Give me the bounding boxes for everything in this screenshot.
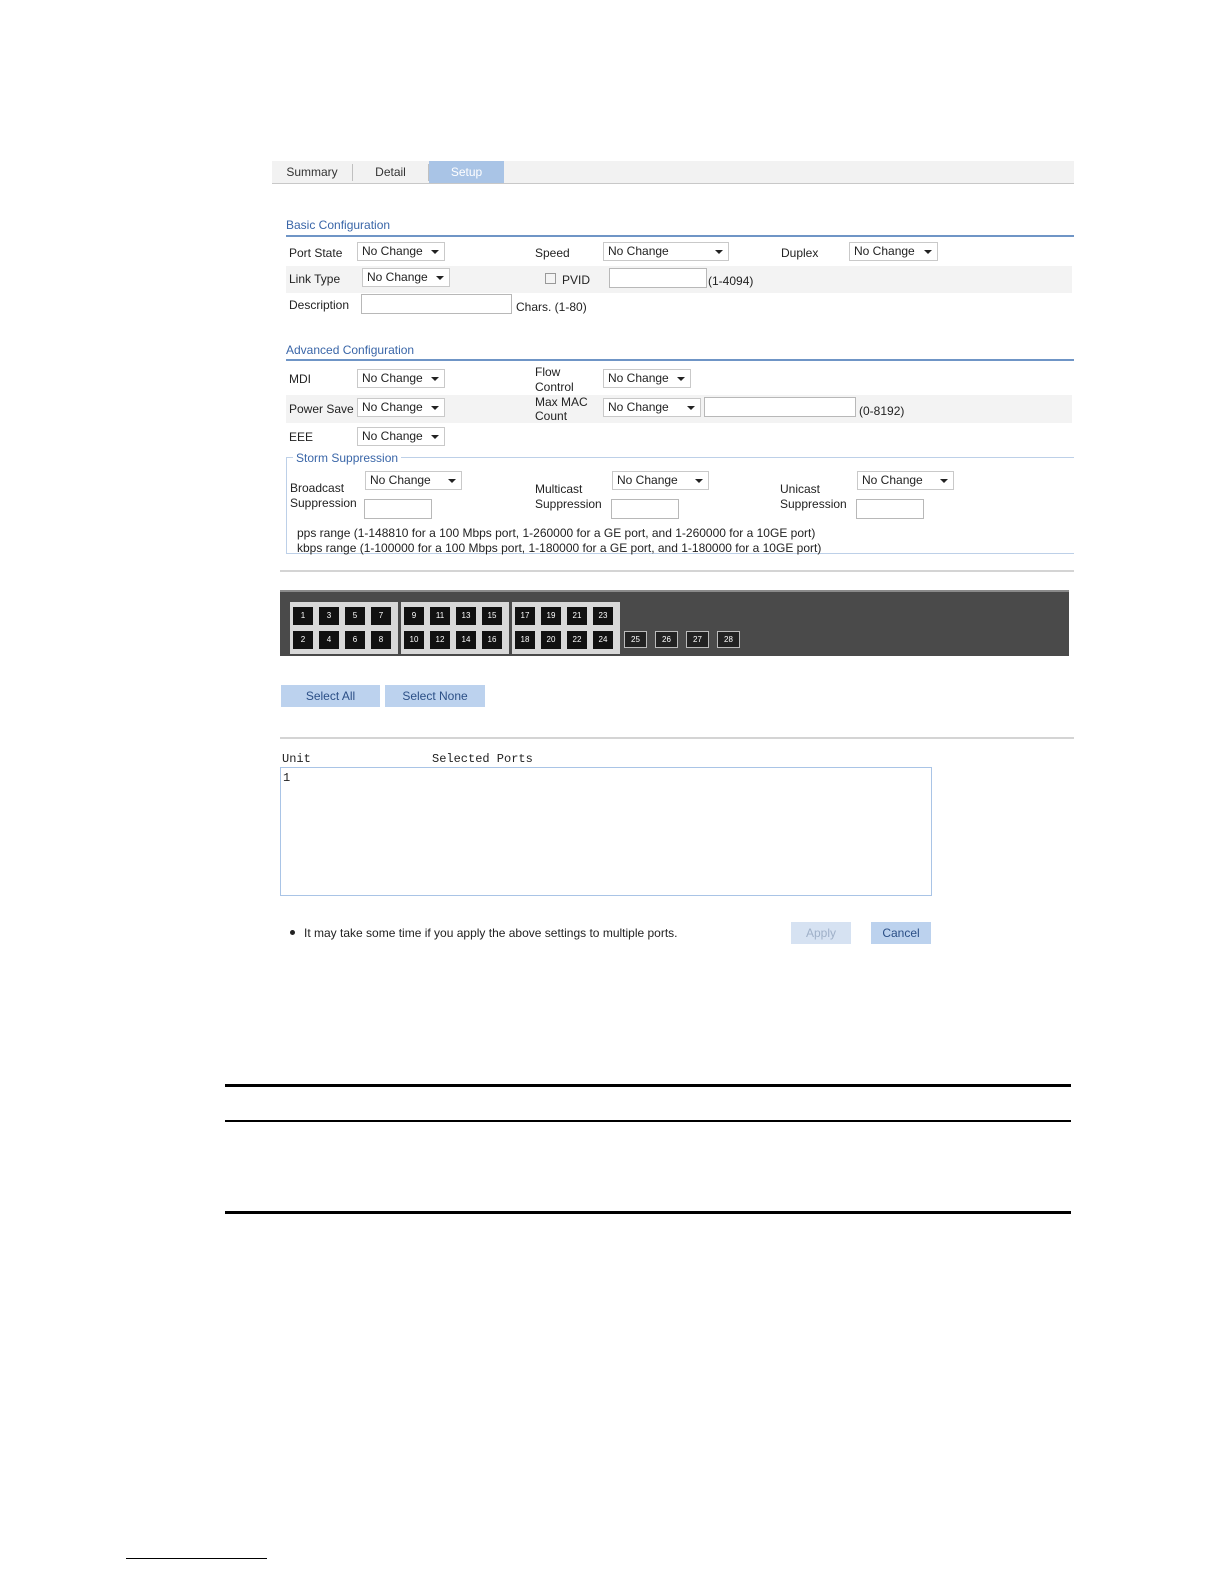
port-4[interactable]: 4 (319, 631, 339, 649)
port-7[interactable]: 7 (371, 607, 391, 625)
port-14[interactable]: 14 (456, 631, 476, 649)
pps-range-note: pps range (1-148810 for a 100 Mbps port, 1-260000 for a GE port, and 1-260000 for a 10GE port) (297, 526, 816, 540)
broadcast-label-line2: Suppression (290, 496, 357, 510)
link-type-select[interactable] (362, 268, 450, 287)
select-none-button[interactable]: Select None (385, 685, 485, 707)
multicast-value: No Change (617, 473, 678, 487)
speed-value: No Change (608, 244, 669, 258)
port-22[interactable]: 22 (567, 631, 587, 649)
port-state-value: No Change (362, 244, 423, 258)
port-8[interactable]: 8 (371, 631, 391, 649)
mdi-select[interactable] (357, 369, 445, 388)
power-save-label: Power Save (289, 402, 354, 416)
port-23[interactable]: 23 (593, 607, 613, 625)
storm-suppression-title: Storm Suppression (293, 451, 401, 465)
cancel-button[interactable]: Cancel (871, 922, 931, 944)
port-3[interactable]: 3 (319, 607, 339, 625)
port-10[interactable]: 10 (404, 631, 424, 649)
advanced-config-divider (286, 359, 1074, 361)
selected-ports-header: Selected Ports (432, 752, 533, 766)
chevron-down-icon (431, 435, 439, 439)
port-2[interactable]: 2 (293, 631, 313, 649)
multi-port-note: It may take some time if you apply the above settings to multiple ports. (304, 926, 678, 940)
max-mac-label-line1: Max MAC (535, 395, 588, 409)
unicast-input[interactable] (856, 499, 924, 519)
selected-ports-box (280, 767, 932, 896)
chevron-down-icon (687, 406, 695, 410)
port-16[interactable]: 16 (482, 631, 502, 649)
chevron-down-icon (431, 377, 439, 381)
duplex-label: Duplex (781, 246, 819, 260)
link-type-label: Link Type (289, 272, 341, 286)
unicast-label-line1: Unicast (780, 482, 821, 496)
duplex-select[interactable] (849, 242, 938, 261)
port-24[interactable]: 24 (593, 631, 613, 649)
flow-control-label-line2: Control (535, 380, 574, 394)
port-12[interactable]: 12 (430, 631, 450, 649)
basic-config-title: Basic Configuration (286, 218, 391, 232)
broadcast-label-line1: Broadcast (290, 481, 345, 495)
port-state-label: Port State (289, 246, 343, 260)
multicast-label-line1: Multicast (535, 482, 583, 496)
unicast-value: No Change (862, 473, 923, 487)
port-9[interactable]: 9 (404, 607, 424, 625)
max-mac-select[interactable] (603, 398, 701, 417)
unicast-select[interactable] (857, 471, 954, 490)
section-divider (280, 737, 1074, 739)
table-bottom-rule (225, 1211, 1071, 1214)
table-top-rule (225, 1084, 1071, 1087)
unicast-label-line2: Suppression (780, 497, 847, 511)
broadcast-select[interactable] (365, 471, 462, 490)
description-label: Description (289, 298, 350, 312)
port-27[interactable]: 27 (686, 631, 709, 648)
multicast-input[interactable] (611, 499, 679, 519)
footnote-rule (126, 1558, 267, 1559)
table-header-rule (225, 1120, 1071, 1122)
chevron-down-icon (924, 250, 932, 254)
chevron-down-icon (431, 250, 439, 254)
section-divider (280, 570, 1074, 572)
max-mac-label-line2: Count (535, 409, 568, 423)
chevron-down-icon (431, 406, 439, 410)
kbps-range-note: kbps range (1-100000 for a 100 Mbps port, 1-180000 for a GE port, and 1-180000 for a 10GE port) (297, 541, 822, 555)
chevron-down-icon (695, 479, 703, 483)
unit-value: 1 (283, 771, 291, 785)
port-13[interactable]: 13 (456, 607, 476, 625)
chevron-down-icon (940, 479, 948, 483)
link-type-value: No Change (367, 270, 428, 284)
basic-config-divider (286, 235, 1074, 237)
port-1[interactable]: 1 (293, 607, 313, 625)
port-6[interactable]: 6 (345, 631, 365, 649)
apply-button[interactable]: Apply (791, 922, 851, 944)
tab-setup[interactable]: Setup (429, 161, 504, 183)
port-26[interactable]: 26 (655, 631, 678, 648)
port-15[interactable]: 15 (482, 607, 502, 625)
description-hint: Chars. (1-80) (516, 300, 587, 314)
select-all-button[interactable]: Select All (281, 685, 380, 707)
max-mac-range: (0-8192) (859, 404, 905, 418)
port-28[interactable]: 28 (717, 631, 740, 648)
port-25[interactable]: 25 (624, 631, 647, 648)
chevron-down-icon (677, 377, 685, 381)
eee-value: No Change (362, 429, 423, 443)
multicast-label-line2: Suppression (535, 497, 602, 511)
mdi-label: MDI (289, 372, 311, 386)
port-11[interactable]: 11 (430, 607, 450, 625)
advanced-config-title: Advanced Configuration (286, 343, 415, 357)
mdi-value: No Change (362, 371, 423, 385)
flow-control-value: No Change (608, 371, 669, 385)
tab-summary[interactable]: Summary (286, 165, 338, 179)
broadcast-value: No Change (370, 473, 431, 487)
tab-bar (272, 161, 1074, 184)
pvid-input[interactable] (609, 268, 707, 288)
pvid-checkbox[interactable] (545, 273, 556, 284)
description-input[interactable] (361, 294, 512, 314)
flow-control-label-line1: Flow (535, 365, 561, 379)
max-mac-value: No Change (608, 400, 669, 414)
broadcast-input[interactable] (364, 499, 432, 519)
multicast-select[interactable] (612, 471, 709, 490)
tab-detail[interactable]: Detail (375, 165, 406, 179)
port-20[interactable]: 20 (541, 631, 561, 649)
max-mac-input[interactable] (704, 397, 856, 417)
bullet-icon (290, 930, 295, 935)
pvid-range: (1-4094) (708, 274, 754, 288)
port-state-select[interactable] (357, 242, 445, 261)
flow-control-select[interactable] (603, 369, 691, 388)
port-21[interactable]: 21 (567, 607, 587, 625)
port-19[interactable]: 19 (541, 607, 561, 625)
chevron-down-icon (715, 250, 723, 254)
port-5[interactable]: 5 (345, 607, 365, 625)
eee-label: EEE (289, 430, 314, 444)
switch-port-panel (280, 590, 1069, 656)
port-18[interactable]: 18 (515, 631, 535, 649)
unit-header: Unit (282, 752, 311, 766)
power-save-select[interactable] (357, 398, 445, 417)
speed-select[interactable] (603, 242, 729, 261)
chevron-down-icon (436, 276, 444, 280)
port-17[interactable]: 17 (515, 607, 535, 625)
speed-label: Speed (535, 246, 570, 260)
pvid-label: PVID (562, 273, 591, 287)
duplex-value: No Change (854, 244, 915, 258)
chevron-down-icon (448, 479, 456, 483)
eee-select[interactable] (357, 427, 445, 446)
power-save-value: No Change (362, 400, 423, 414)
